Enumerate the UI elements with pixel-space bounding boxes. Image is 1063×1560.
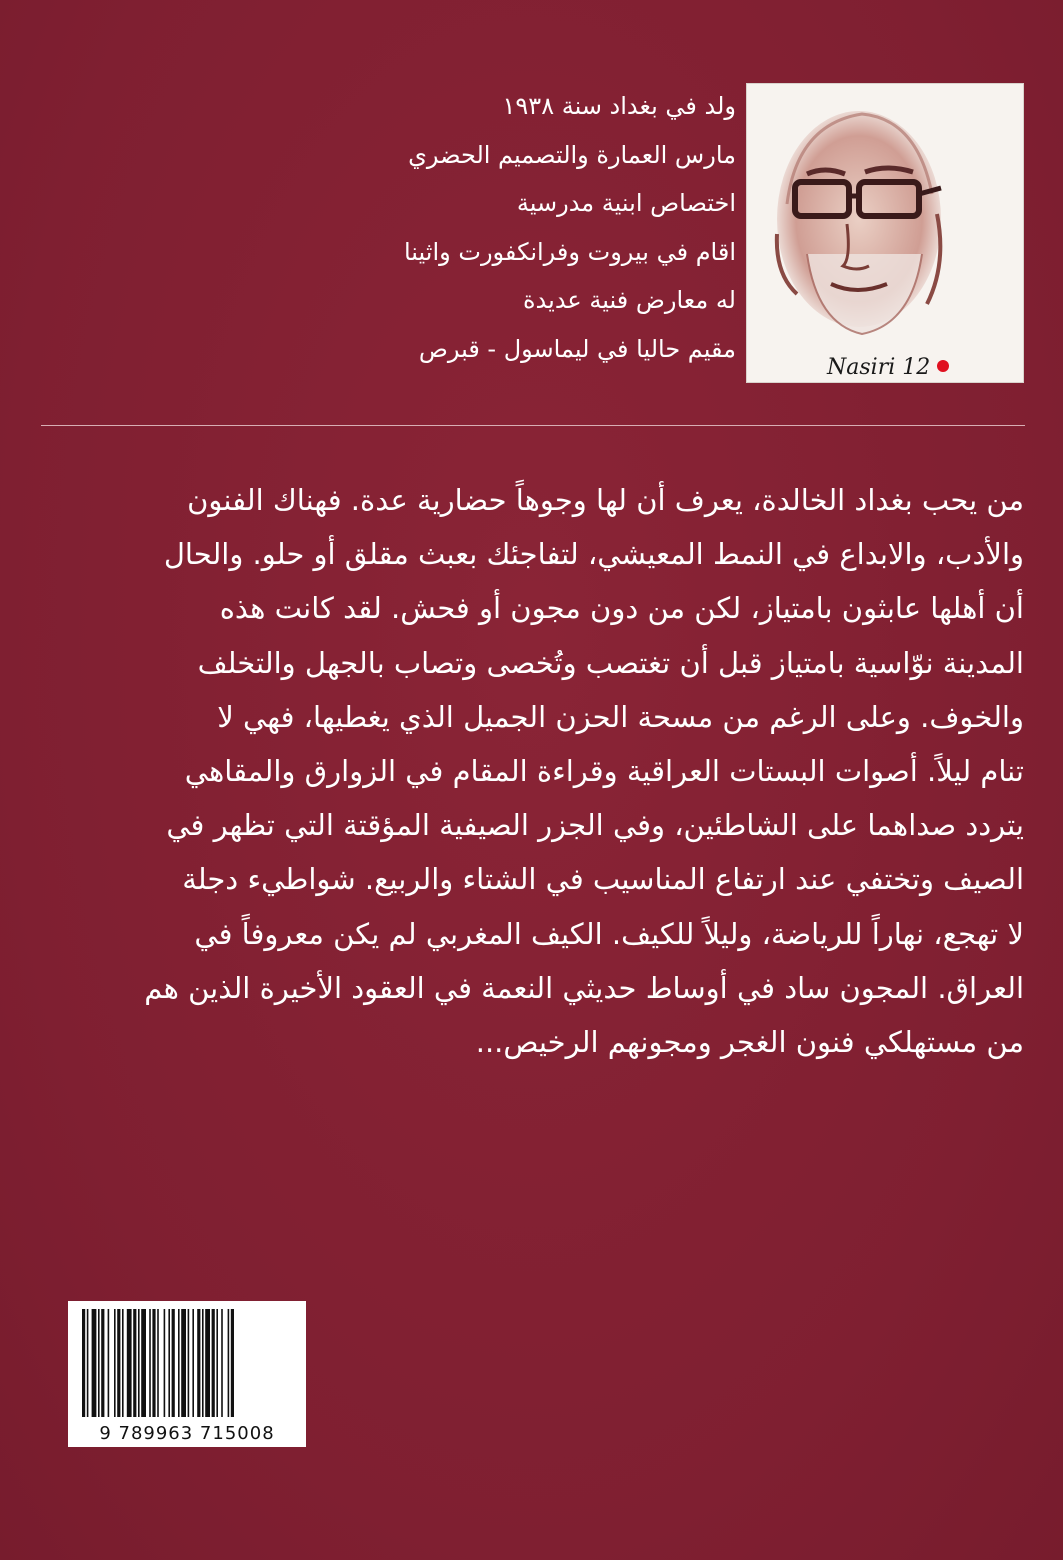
isbn-number: 9 789963 715008	[99, 1423, 275, 1444]
blurb-line: يتردد صداهما على الشاطئين، وفي الجزر الصيفية المؤقتة التي تظهر في	[166, 808, 1024, 843]
blurb-line: لا تهجع، نهاراً للرياضة، وليلاً للكيف. الكيف المغربي لم يكن معروفاً في	[194, 916, 1024, 951]
portrait-sketch	[747, 84, 1023, 382]
bio-line-birth: ولد في بغداد سنة ١٩٣٨	[502, 92, 736, 120]
bio-line-exhibitions: له معارض فنية عديدة	[522, 286, 736, 314]
signature-red-dot	[937, 360, 949, 372]
blurb-line: والأدب، والابداع في النمط المعيشي، لتفاجئك بعبث مقلق أو حلو. والحال	[163, 537, 1024, 572]
portrait-signature: Nasiri 12	[827, 355, 931, 380]
isbn-barcode	[68, 1301, 306, 1447]
blurb-line: العراق. المجون ساد في أوساط حديثي النعمة في العقود الأخيرة الذين هم	[144, 970, 1024, 1005]
blurb-line: المدينة نوّاسية بامتياز قبل أن تغتصب وتُخصى وتصاب بالجهل والتخلف	[197, 645, 1024, 680]
bio-line-current-residence: مقيم حاليا في ليماسول - قبرص	[418, 334, 736, 363]
author-portrait	[747, 84, 1023, 382]
author-bio	[256, 82, 736, 373]
blurb-line: الصيف وتختفي عند ارتفاع المناسيب في الشتاء والربيع. شواطيء دجلة	[182, 862, 1024, 897]
blurb-line: تنام ليلاً. أصوات البستات العراقية وقراءة المقام في الزوارق والمقاهي	[184, 753, 1024, 788]
bio-line-residences: اقام في بيروت وفرانكفورت واثينا	[403, 237, 736, 266]
blurb-line: أن أهلها عابثون بامتياز، لكن من دون مجون أو فحش. لقد كانت هذه	[219, 591, 1024, 626]
blurb-line: من يحب بغداد الخالدة، يعرف أن لها وجوهاً حضارية عدة. فهناك الفنون	[187, 483, 1024, 517]
barcode-bars	[68, 1301, 306, 1419]
blurb-text	[46, 473, 1024, 1069]
section-divider	[41, 425, 1025, 426]
blurb-line: من مستهلكي فنون الغجر ومجونهم الرخيص...	[475, 1024, 1024, 1059]
bio-line-profession: مارس العمارة والتصميم الحضري	[408, 140, 736, 169]
blurb-line: والخوف. وعلى الرغم من مسحة الحزن الجميل الذي يغطيها، فهي لا	[217, 699, 1024, 734]
bio-line-specialty: اختصاص ابنية مدرسية	[516, 189, 736, 217]
